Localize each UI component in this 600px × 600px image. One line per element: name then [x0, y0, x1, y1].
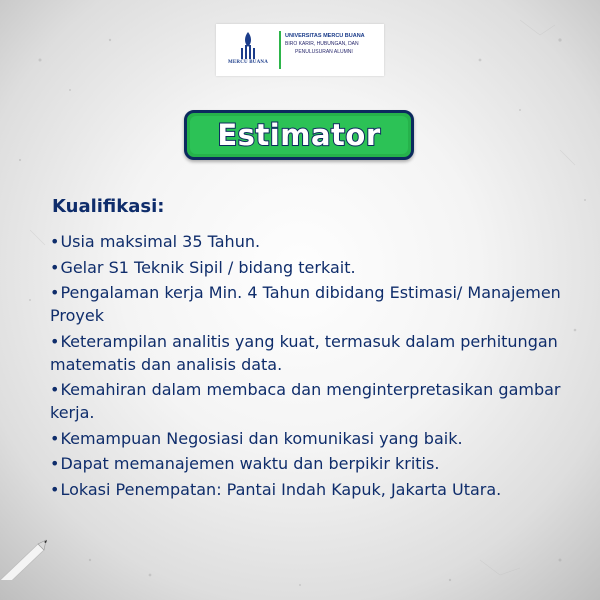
- bullet-icon: •: [50, 380, 60, 399]
- list-item-text: Lokasi Penempatan: Pantai Indah Kapuk, Jakarta Utara.: [60, 479, 502, 499]
- list-item: [50, 230, 590, 253]
- bullet-icon: •: [50, 283, 60, 302]
- qualifications-heading: Kualifikasi:: [52, 196, 165, 217]
- bullet-icon: •: [50, 257, 60, 277]
- logo-line-3: PENULUSURAN ALUMNI: [295, 49, 353, 55]
- list-item-text: Keterampilan analitis yang kuat, termasuk dalam perhitungan matematis dan analisis data.: [50, 331, 558, 374]
- list-item: [50, 378, 590, 424]
- title-badge: [184, 110, 414, 160]
- list-item-text: Kemampuan Negosiasi dan komunikasi yang baik.: [60, 428, 463, 448]
- logo-text: [285, 32, 380, 56]
- list-item-text: Kemahiran dalam membaca dan menginterpretasikan gambar kerja.: [50, 380, 561, 422]
- bullet-icon: •: [50, 331, 60, 351]
- list-item: [50, 452, 590, 475]
- logo-caption: MERCU BUANA: [227, 60, 269, 65]
- logo-divider: [279, 31, 281, 69]
- list-item: [50, 427, 590, 450]
- list-item-text: Usia maksimal 35 Tahun.: [60, 232, 261, 251]
- list-item-text: Gelar S1 Teknik Sipil / bidang terkait.: [60, 257, 356, 277]
- logo-line-1: UNIVERSITAS MERCU BUANA: [285, 33, 365, 39]
- page-title: Estimator: [217, 118, 381, 152]
- list-item: [50, 478, 590, 501]
- list-item: [50, 256, 590, 279]
- logo-line-2: BIRO KARIR, HUBUNGAN, DAN: [285, 41, 359, 47]
- bullet-icon: •: [50, 428, 60, 448]
- qualifications-list: [50, 230, 590, 503]
- university-logo: [216, 24, 384, 76]
- bullet-icon: •: [50, 454, 60, 473]
- bullet-icon: •: [50, 479, 60, 499]
- list-item: [50, 281, 590, 327]
- list-item-text: Pengalaman kerja Min. 4 Tahun dibidang Estimasi/ Manajemen Proyek: [50, 283, 561, 325]
- list-item: [50, 330, 590, 376]
- bullet-icon: •: [50, 232, 60, 251]
- list-item-text: Dapat memanajemen waktu dan berpikir kritis.: [60, 454, 440, 473]
- pen-icon: [0, 520, 60, 580]
